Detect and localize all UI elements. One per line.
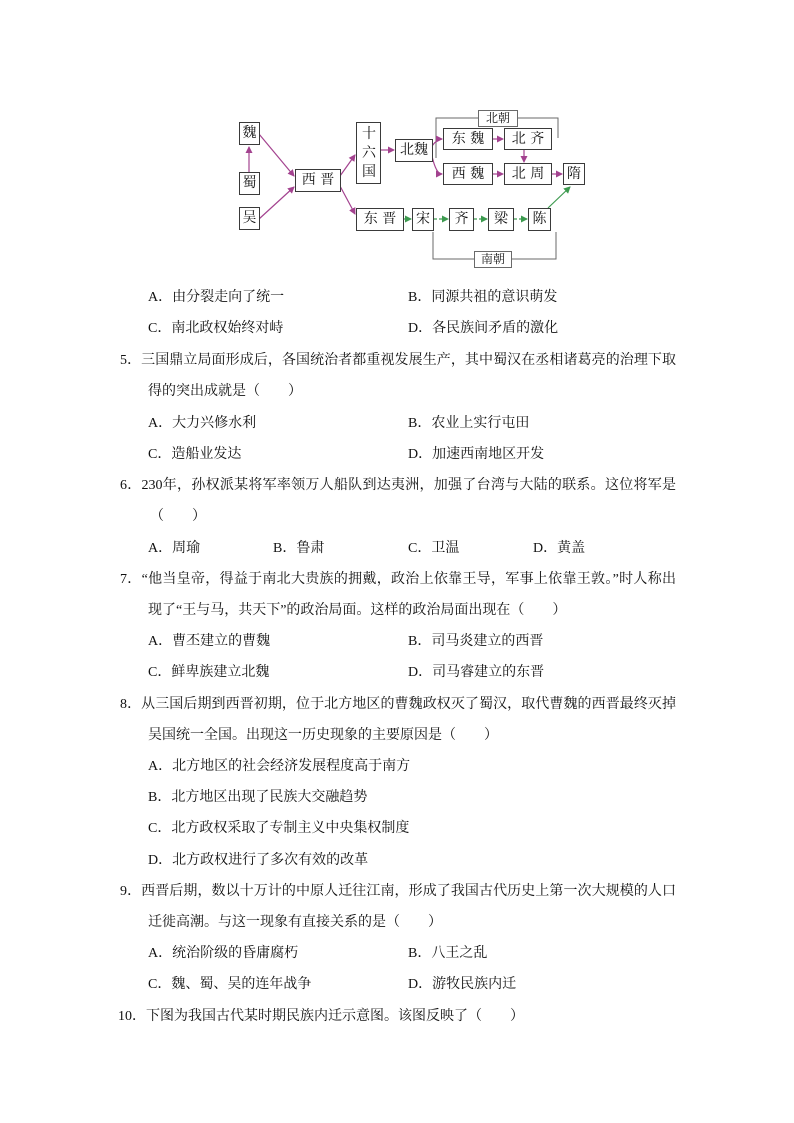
node-shiliuguo: 十六国 [356, 122, 381, 184]
node-wei: 魏 [239, 122, 260, 145]
arrow-wu-to-xijin [259, 187, 294, 219]
q9-option-b: B．八王之乱 [408, 946, 488, 961]
arrow-xijin-to-shiliuguo [340, 155, 355, 176]
q4-option-d: D．各民族间矛盾的激化 [408, 321, 559, 336]
arrow-chen-to-sui [548, 187, 570, 208]
q8-option-d: D．北方政权进行了多次有效的改革 [148, 853, 369, 868]
label-north-dynasties: 北朝 [478, 110, 518, 127]
q4-option-c: C．南北政权始终对峙 [148, 321, 284, 336]
q6-stem-line-2: （ ） [150, 509, 206, 524]
label-south-dynasties: 南朝 [474, 251, 512, 268]
arrow-wei-to-xijin [259, 134, 294, 176]
q5-stem-line-2: 得的突出成就是（ ） [148, 384, 302, 399]
q9-option-d: D．游牧民族内迁 [408, 977, 517, 992]
q7-option-c: C．鲜卑族建立北魏 [148, 665, 270, 680]
q5-stem-line-1: 5．三国鼎立局面形成后，各国统治者都重视发展生产，其中蜀汉在丞相诸葛亮的治理下取 [120, 353, 676, 368]
q8-stem-line-1: 8．从三国后期到西晋初期，位于北方地区的曹魏政权灭了蜀汉，取代曹魏的西晋最终灭掉 [120, 697, 676, 712]
arrow-xijin-to-dongjin [340, 186, 355, 214]
node-shu: 蜀 [239, 172, 260, 195]
node-wu: 吴 [239, 207, 260, 230]
node-dongwei: 东 魏 [443, 128, 493, 150]
q5-option-c: C．造船业发达 [148, 447, 242, 462]
q7-option-d: D．司马睿建立的东晋 [408, 665, 545, 680]
q8-option-b: B．北方地区出现了民族大交融趋势 [148, 790, 368, 805]
q8-stem-line-2: 吴国统一全国。出现这一历史现象的主要原因是（ ） [148, 728, 498, 743]
node-qi: 齐 [449, 208, 474, 231]
q8-option-a: A．北方地区的社会经济发展程度高于南方 [148, 759, 411, 774]
node-liang: 梁 [488, 208, 514, 231]
q9-option-a: A．统治阶级的昏庸腐朽 [148, 946, 299, 961]
q9-stem-line-1: 9．西晋后期，数以十万计的中原人迁往江南，形成了我国古代历史上第一次大规模的人口 [120, 884, 676, 899]
q6-option-d: D．黄盖 [533, 541, 586, 556]
q4-option-b: B．同源共祖的意识萌发 [408, 290, 558, 305]
q7-stem-line-1: 7．“他当皇帝，得益于南北大贵族的拥戴，政治上依靠王导，军事上依靠王敦。”时人称出 [120, 572, 676, 587]
q7-option-a: A．曹丕建立的曹魏 [148, 634, 271, 649]
arrow-beiwei-to-xiwei [432, 156, 442, 174]
q6-option-a: A．周瑜 [148, 541, 201, 556]
q5-option-d: D．加速西南地区开发 [408, 447, 545, 462]
node-xijin: 西 晋 [295, 169, 341, 192]
q5-option-a: A．大力兴修水利 [148, 416, 257, 431]
south-bracket-right [512, 232, 556, 259]
node-dongjin: 东 晋 [356, 208, 404, 231]
arrow-beiwei-to-dongwei [432, 139, 442, 146]
q7-stem-line-2: 现了“王与马，共天下”的政治局面。这样的政治局面出现在（ ） [148, 603, 567, 618]
q9-option-c: C．魏、蜀、吴的连年战争 [148, 977, 312, 992]
q8-option-c: C．北方政权采取了专制主义中央集权制度 [148, 821, 410, 836]
node-beiqi: 北 齐 [504, 128, 552, 150]
q4-option-a: A．由分裂走向了统一 [148, 290, 285, 305]
node-beiwei: 北魏 [395, 139, 433, 162]
q5-option-b: B．农业上实行屯田 [408, 416, 530, 431]
node-song: 宋 [412, 208, 434, 231]
node-xiwei: 西 魏 [443, 163, 493, 185]
q6-option-c: C．卫温 [408, 541, 460, 556]
node-beizhou: 北 周 [504, 163, 552, 185]
q6-stem-line-1: 6．230年，孙权派某将军率领万人船队到达夷洲，加强了台湾与大陆的联系。这位将军是 [120, 478, 676, 493]
q6-option-b: B．鲁肃 [273, 541, 325, 556]
q10-stem-line-1: 10．下图为我国古代某时期民族内迁示意图。该图反映了（ ） [118, 1009, 524, 1024]
q7-option-b: B．司马炎建立的西晋 [408, 634, 544, 649]
node-chen: 陈 [528, 208, 551, 231]
node-sui: 隋 [563, 163, 585, 185]
q9-stem-line-2: 迁徙高潮。与这一现象有直接关系的是（ ） [148, 915, 442, 930]
south-bracket-left [433, 232, 474, 259]
